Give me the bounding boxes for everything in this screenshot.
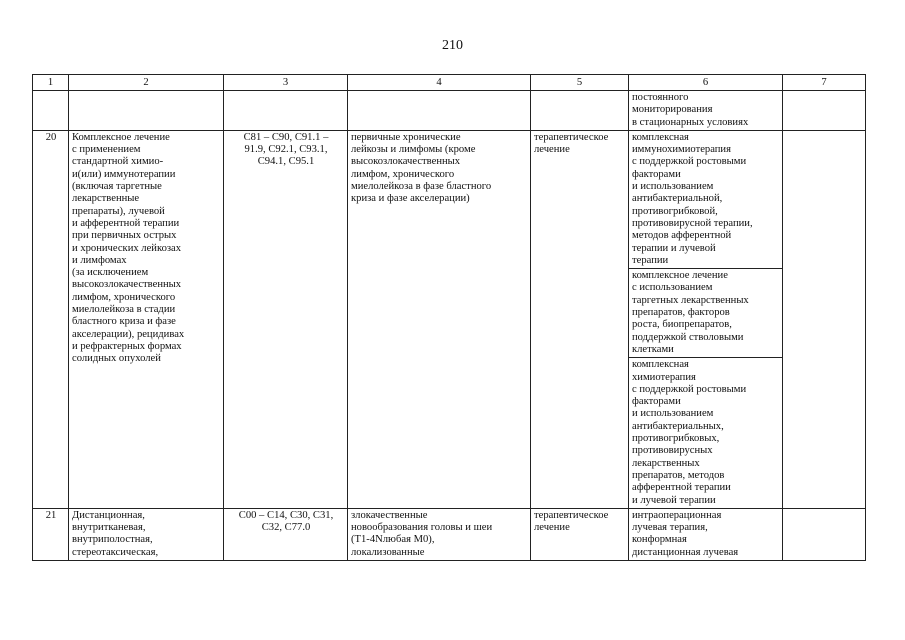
cell-empty <box>69 91 224 131</box>
column-number: 2 <box>69 75 224 91</box>
cell-icd-codes: C81 – C90, C91.1 – 91.9, C92.1, C93.1, C94.1, C95.1 <box>224 130 348 508</box>
cell-care-type: Комплексное лечение с применением стандартной химио- и(или) иммунотерапии (включая таргетные лекарственные препараты), лучевой и афферентной терапии при первичных острых и хронических лейкозах и лимфомах (за исключением высокозлокачественных лимфом, хронического миелолейкоза в стадии бластного криза и фазе акселерации), рецидивах и рефрактерных формах солидных опухолей <box>69 130 224 508</box>
column-number: 6 <box>629 75 783 91</box>
column-number: 7 <box>783 75 866 91</box>
cell-row-number: 21 <box>33 508 69 560</box>
column-number: 4 <box>348 75 531 91</box>
table-row-20 <box>33 130 866 268</box>
cell-treatment-method: постоянного мониторирования в стационарных условиях <box>629 91 783 131</box>
column-number: 1 <box>33 75 69 91</box>
cell-empty <box>783 508 866 560</box>
table-row-continuation <box>33 91 866 131</box>
cell-patient-model: первичные хронические лейкозы и лимфомы (кроме высокозлокачественных лимфом, хронического миелолейкоза в фазе бластного криза и фазе акселерации) <box>348 130 531 508</box>
cell-empty <box>348 91 531 131</box>
column-number: 3 <box>224 75 348 91</box>
cell-row-number: 20 <box>33 130 69 508</box>
cell-treatment-method: интраоперационная лучевая терапия, конформная дистанционная лучевая <box>629 508 783 560</box>
cell-treatment-method: комплексное лечение с использованием таргетных лекарственных препаратов, факторов роста, биопрепаратов, поддержкой стволовыми клетками <box>629 269 783 358</box>
cell-empty <box>33 91 69 131</box>
cell-empty <box>224 91 348 131</box>
column-number-row <box>33 75 866 91</box>
cell-empty <box>783 91 866 131</box>
cell-patient-model: злокачественные новообразования головы и шеи (T1-4Nлюбая M0), локализованные <box>348 508 531 560</box>
cell-treatment-method: комплексная химиотерапия с поддержкой ростовыми факторами и использованием антибактериальных, противогрибковых, противовирусных лекарственных препаратов, методов афферентной терапии и лучевой терапии <box>629 358 783 509</box>
cell-icd-codes: C00 – C14, C30, C31, C32, C77.0 <box>224 508 348 560</box>
cell-treatment-type: терапевтическое лечение <box>531 130 629 508</box>
page-number: 210 <box>442 38 463 53</box>
cell-empty <box>531 91 629 131</box>
medical-care-table <box>32 74 866 561</box>
table-row-21 <box>33 508 866 560</box>
cell-care-type: Дистанционная, внутритканевая, внутриполостная, стереотаксическая, <box>69 508 224 560</box>
cell-treatment-method: комплексная иммунохимиотерапия с поддержкой ростовыми факторами и использованием антибактериальной, противогрибковой, противовирусной терапии, методов афферентной терапии и лучевой терапии <box>629 130 783 268</box>
cell-empty <box>783 130 866 508</box>
column-number: 5 <box>531 75 629 91</box>
cell-treatment-type: терапевтическое лечение <box>531 508 629 560</box>
